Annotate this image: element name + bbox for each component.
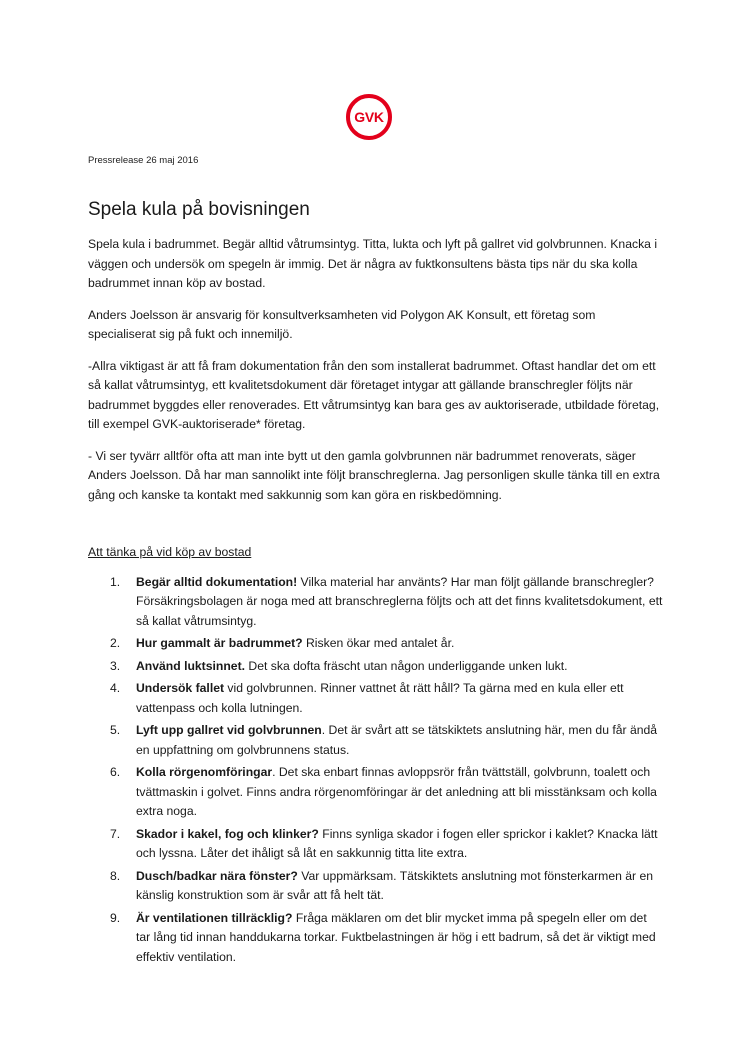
list-number: 1. [110, 574, 121, 589]
page-title: Spela kula på bovisningen [88, 199, 310, 220]
list-text: . Det är svårt att se tätskiktets anslutning här, men du får ändå en uppfattning om golvbrunnens status. [136, 723, 658, 757]
list-lead: Använd luktsinnet. [136, 658, 246, 673]
section-heading: Att tänka på vid köp av bostad [88, 545, 252, 559]
article-body [88, 235, 663, 970]
list-number: 5. [110, 723, 121, 737]
list-item [88, 679, 663, 718]
list-number: 6. [110, 765, 121, 779]
paragraph-intro: Spela kula i badrummet. Begär alltid våtrumsintyg. Titta, lukta och lyft på gallret vid golvbrunnen. Knacka i väggen och undersök om spegeln är immig. Det är några av fuktkonsultens bästa tips när du ska kolla badrummet innan köp av bostad. [88, 237, 658, 290]
list-lead: Dusch/badkar nära fönster? [136, 868, 298, 883]
list-item [88, 825, 663, 864]
list-text: Vilka material har använts? Har man följt gällande branschregler? Försäkringsbolagen är noga med att branschreglerna följts och att det finns kvalitetsdokument, ett så kallat våtrumsintyg. [136, 574, 663, 628]
list-number: 8. [110, 868, 121, 883]
list-number: 7. [110, 826, 121, 841]
paragraph-dokumentation: -Allra viktigast är att få fram dokumentation från den som installerat badrummet. Oftast handlar det om ett så kallat våtrumsintyg, ett kvalitetsdokument där företaget intygar att gällande branschregler följts när badrummet byggdes eller renoverades. Ett våtrumsintyg kan bara ges av auktoriserade, utbildade företag, till exempel GVK-auktoriserade* företag. [88, 358, 660, 431]
press-release-date: Pressrelease 26 maj 2016 [88, 155, 199, 166]
paragraph-anders: Anders Joelsson är ansvarig för konsultverksamheten vid Polygon AK Konsult, ett företag som specialiserat sig på fukt och innemiljö. [88, 307, 596, 341]
list-lead: Begär alltid dokumentation! [136, 574, 298, 589]
gvk-logo [346, 94, 392, 140]
list-lead: Lyft upp gallret vid golvbrunnen [136, 723, 322, 737]
list-item [88, 573, 663, 632]
list-text: Var uppmärksam. Tätskiktets anslutning mot fönsterkarmen är en känslig konstruktion som är svår att få helt tät. [136, 868, 654, 902]
list-number: 4. [110, 681, 121, 695]
list-item [88, 909, 663, 968]
list-number: 9. [110, 910, 121, 925]
list-lead: Skador i kakel, fog och klinker? [136, 826, 319, 841]
list-text: vid golvbrunnen. Rinner vattnet åt rätt håll? Ta gärna med en kula eller ett vattenpass och kolla lutningen. [136, 681, 624, 715]
list-lead: Är ventilationen tillräcklig? [136, 910, 293, 925]
list-lead: Hur gammalt är badrummet? [136, 636, 303, 650]
list-text: Fråga mäklaren om det blir mycket imma på spegeln eller om det tar lång tid innan handdukarna torkar. Fuktbelastningen är hög i ett badrum, så det är viktigt med effektiv ventilation. [136, 910, 656, 964]
list-text: . Det ska enbart finnas avloppsrör från tvättställ, golvbrunn, toalett och tvättmaskin i golvet. Finns andra rörgenomföringar är det anledning att bli misstänksam och kolla extra noga. [136, 765, 657, 818]
list-lead: Undersök fallet [136, 681, 225, 695]
paragraph-golvbrunn: - Vi ser tyvärr alltför ofta att man inte bytt ut den gamla golvbrunnen när badrummet renoverats, säger Anders Joelsson. Då har man sannolikt inte följt branschreglerna. Jag personligen skulle tänka till en extra gång och kanske ta kontakt med sakkunnig som kan göra en riskbedömning. [88, 448, 660, 502]
list-number: 3. [110, 658, 121, 673]
list-item [88, 721, 663, 760]
list-text: Risken ökar med antalet år. [302, 636, 455, 650]
list-lead: Kolla rörgenomföringar [136, 765, 273, 779]
list-text: Finns synliga skador i fogen eller sprickor i kaklet? Knacka lätt och lyssna. Låter det ihåligt så låt en sakkunnig titta lite extra. [136, 826, 658, 860]
list-item [88, 634, 663, 654]
logo-text: GVK [354, 109, 384, 125]
list-item [88, 763, 663, 822]
list-text: Det ska dofta fräscht utan någon underliggande unken lukt. [245, 658, 568, 673]
list-item [88, 867, 663, 906]
list-number: 2. [110, 636, 121, 650]
tips-list [88, 573, 663, 968]
list-item [88, 657, 663, 677]
